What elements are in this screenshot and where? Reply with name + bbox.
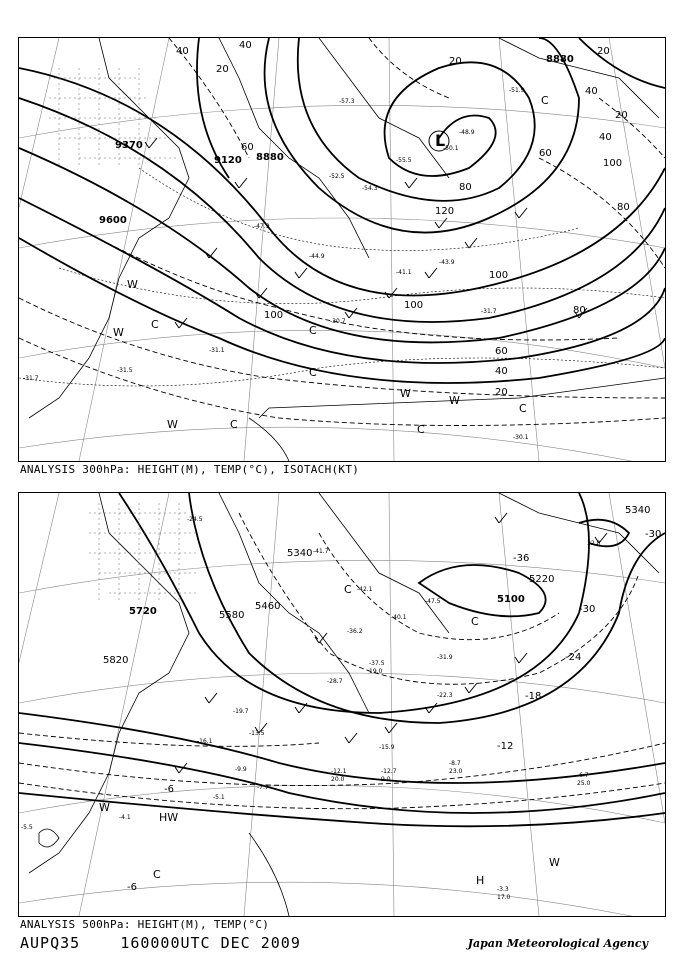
warm-marker: W (449, 394, 460, 407)
height-label: 5100 (497, 594, 525, 605)
isotach-label: 80 (617, 202, 630, 213)
station-label: 25.0 (577, 780, 591, 787)
cold-marker: C (417, 423, 425, 436)
station-temp: -41.1 (396, 269, 412, 276)
station-label: -6.7 (577, 772, 589, 779)
height-label: 9600 (99, 215, 127, 226)
cold-marker: C (471, 615, 479, 628)
station-temp: -31.7 (23, 375, 39, 382)
temperature-contours-300 (19, 168, 665, 386)
isotach-label: 100 (264, 310, 284, 321)
station-temp: -57.3 (339, 98, 355, 105)
height-label: 9120 (214, 155, 242, 166)
height-label: 5820 (103, 655, 129, 666)
station-label: -7.7 (257, 784, 269, 791)
isotach-label: 60 (495, 346, 508, 357)
valid-time: 160000UTC DEC 2009 (120, 934, 301, 952)
station-label: 32.0 (587, 540, 601, 547)
product-code: AUPQ35 (20, 934, 81, 952)
isotach-label: 20 (495, 387, 508, 398)
map-panel-500hpa (18, 492, 666, 917)
station-temp: -43.9 (439, 259, 455, 266)
station-label: -24.5 (187, 516, 203, 523)
temperature-label: -24 (565, 652, 582, 663)
height-label: 5340 (287, 548, 313, 559)
station-temp: -50.1 (443, 145, 459, 152)
station-label: -16.1 (197, 738, 213, 745)
cold-marker: C (153, 868, 161, 881)
high-marker: H (476, 874, 485, 887)
graticule-500 (19, 493, 665, 916)
warm-marker: W (99, 801, 110, 814)
station-label: -19.7 (233, 708, 249, 715)
warm-marker: W (113, 326, 124, 339)
caption-300hpa: ANALYSIS 300hPa: HEIGHT(M), TEMP(°C), ISOTACH(KT) (20, 463, 360, 476)
height-labels-300 (99, 54, 574, 226)
temperature-label: -30 (579, 604, 596, 615)
station-label: -42.1 (357, 586, 373, 593)
station-temp: -54.3 (362, 185, 378, 192)
station-temp: -31.7 (481, 308, 497, 315)
height-label: 9370 (115, 140, 143, 151)
height-label: 5460 (255, 601, 281, 612)
station-temp: -51.9 (509, 87, 525, 94)
temperature-label: -6 (127, 882, 137, 893)
isotach-label: 80 (459, 182, 472, 193)
station-label: -40.1 (391, 614, 407, 621)
station-label: -9.9 (235, 766, 247, 773)
caption-500hpa: ANALYSIS 500hPa: HEIGHT(M), TEMP(°C) (20, 918, 270, 931)
isotach-label: 40 (495, 366, 508, 377)
pressure-systems-500 (99, 583, 560, 887)
station-label: 9.0 (381, 776, 391, 783)
isotach-label: 20 (216, 64, 229, 75)
coastline-500 (29, 493, 662, 916)
isotach-label: 120 (435, 206, 455, 217)
station-label: -5.5 (21, 824, 33, 831)
station-temp: -30.7 (330, 318, 346, 325)
temperature-label: -12 (497, 741, 514, 752)
high-warm-marker: HW (159, 811, 179, 824)
station-label: -28.7 (327, 678, 343, 685)
low-center-marker: L (435, 131, 446, 150)
height-label: 5720 (129, 606, 157, 617)
station-label: 23.0 (449, 768, 463, 775)
isotach-label: 60 (539, 148, 552, 159)
station-label: -47.5 (425, 598, 441, 605)
cold-marker: C (230, 418, 238, 431)
map-panel-300hpa (18, 37, 666, 462)
station-label: -41.7 (313, 548, 329, 555)
height-labels-500 (103, 505, 650, 666)
cold-marker: C (519, 402, 527, 415)
height-label: 8880 (256, 152, 284, 163)
height-label: 5580 (219, 610, 245, 621)
temperature-label: -18 (525, 691, 542, 702)
pressure-systems-300 (113, 94, 549, 436)
station-label: -15.9 (379, 744, 395, 751)
temperature-label: -6 (164, 784, 174, 795)
cold-marker: C (541, 94, 549, 107)
isotach-label: 40 (239, 40, 252, 51)
isotach-label: 100 (404, 300, 424, 311)
station-label: 19.0 (369, 668, 383, 675)
isotach-label: 20 (449, 56, 462, 67)
station-label: -8.7 (449, 760, 461, 767)
cold-marker: C (309, 366, 317, 379)
isotach-label: 100 (603, 158, 623, 169)
height-label: 5220 (529, 574, 555, 585)
station-label: -12.1 (331, 768, 347, 775)
station-temp: -48.9 (459, 129, 475, 136)
warm-marker: W (127, 278, 138, 291)
isotach-label: 40 (599, 132, 612, 143)
station-temp: -31.5 (117, 367, 133, 374)
station-temp: -31.1 (209, 347, 225, 354)
warm-marker: W (549, 856, 560, 869)
isotach-label: 20 (615, 110, 628, 121)
warm-marker: W (167, 418, 178, 431)
chart-300hpa (19, 38, 665, 461)
station-temp: -55.5 (396, 157, 412, 164)
station-temps-300 (23, 87, 529, 441)
temperature-label: -30 (645, 529, 662, 540)
station-label: -12.7 (381, 768, 397, 775)
station-temp: -30.1 (513, 434, 529, 441)
station-label: -22.3 (437, 692, 453, 699)
warm-marker: W (400, 387, 411, 400)
height-label: 5340 (625, 505, 651, 516)
station-label: 17.0 (497, 894, 511, 901)
isotach-label: 20 (597, 46, 610, 57)
height-label: 8880 (546, 54, 574, 65)
station-label: 20.0 (331, 776, 345, 783)
isotach-label: 80 (573, 305, 586, 316)
isotachs-300 (19, 38, 665, 426)
station-label: -13.5 (249, 730, 265, 737)
chart-500hpa (19, 493, 665, 916)
station-label: -36.2 (347, 628, 363, 635)
station-temp: -44.9 (309, 253, 325, 260)
station-temp: -47.9 (254, 223, 270, 230)
cold-marker: C (344, 583, 352, 596)
temperature-label: -36 (513, 553, 530, 564)
station-label: -5.1 (213, 794, 225, 801)
station-label: -3.3 (497, 886, 509, 893)
isotach-label: 60 (241, 142, 254, 153)
product-header (20, 934, 301, 952)
isotach-label: 40 (176, 46, 189, 57)
cold-marker: C (309, 324, 317, 337)
station-label: -37.5 (369, 660, 385, 667)
cold-marker: C (151, 318, 159, 331)
station-temp: -52.5 (329, 173, 345, 180)
agency-name: Japan Meteorological Agency (467, 937, 648, 950)
station-label: -31.9 (437, 654, 453, 661)
isotach-label: 40 (585, 86, 598, 97)
isotach-label: 100 (489, 270, 509, 281)
station-label: -4.1 (119, 814, 131, 821)
